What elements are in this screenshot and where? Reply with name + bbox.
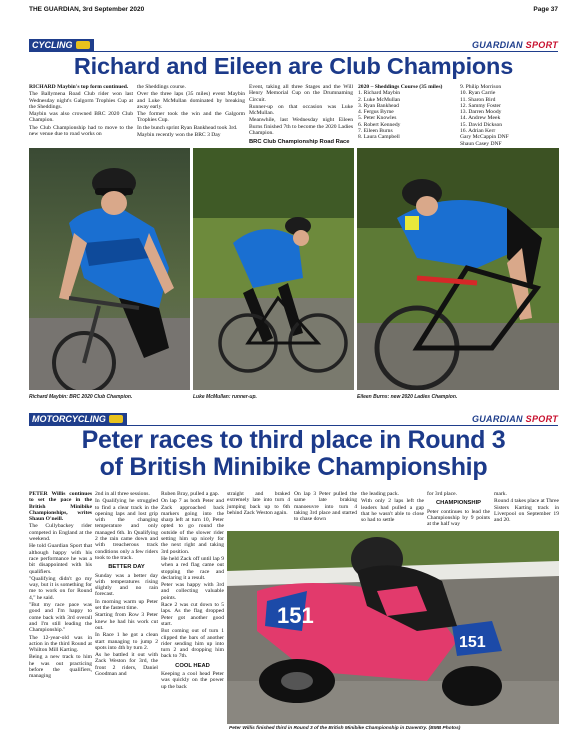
photo-caption: Richard Maybin: BRC 2020 Club Champion. <box>29 394 133 400</box>
photo-luke-mcmullan <box>193 148 354 390</box>
brand-name: GUARDIAN <box>471 413 523 424</box>
article-column-2 <box>95 491 158 678</box>
article-paragraph: On lap 7 as both Peter and Zack approached back markers going into the sharp left at turn 10, Peter opted to go round the outside of the slower rider setting him up nicely for the next right and taking 3rd position. <box>161 498 224 555</box>
article-paragraph: Ruben Bray, pulled a gap. <box>161 491 220 497</box>
results-item: 7. Eileen Burns <box>358 128 393 135</box>
article-lead: PETER Willis continues to set the pace in the British Minibike Championships, writes Shaun O'neill. <box>29 491 92 523</box>
article-paragraph: Maybin was also crowned BRC 2020 Club Champion. <box>29 111 133 124</box>
results-item: 4. Fergus Byrne <box>358 109 394 116</box>
brand-logo <box>472 40 558 50</box>
bike-number-front: 151 <box>277 603 314 628</box>
results-item: 3. Ryan Bankhead <box>358 102 399 109</box>
article-paragraph: The former took the win and the Galgorm Trophies Cup. <box>137 111 245 124</box>
article-column-2 <box>137 84 245 139</box>
photo-caption: Peter Willis finished third in Round 3 of the British Minibike Championship in Daventry. (BMB Photos) <box>229 726 461 731</box>
results-item: Shaun Casey DNF <box>460 140 502 147</box>
photo-peter-willis-minibike <box>227 531 559 724</box>
article-lead: RICHARD Maybin's top form continued. <box>29 84 129 90</box>
page-folio <box>29 4 558 14</box>
article-paragraph: Runner-up on that occasion was Luke McMullan. <box>249 103 353 117</box>
article-paragraph: Sunday was a better day with temperatures rising slightly and no rain forecast. <box>95 572 158 598</box>
results-item: 14. Andrew Meek <box>460 115 501 122</box>
article-paragraph: "But my race pace was good and I'm happy to come back with 3rd overall and I'm still leading the Championship." <box>29 602 92 634</box>
results-item: 2. Luke McMullan <box>358 96 401 103</box>
section-tag-label: MOTORCYCLING <box>32 413 106 424</box>
article-paragraph: As he battled it out with Zack Weston for 3rd, the front 2 riders, Daniel Goodman and <box>95 652 158 678</box>
photo-caption: Eileen Burns: new 2020 Ladies Champion. <box>357 394 458 400</box>
article-paragraph: Being a new track to him he was out practicing before the qualifiers, managing <box>29 654 92 680</box>
article-paragraph: Event, taking all three Stages and the Will Henry Memorial Cup on the Drumnaming Circuit. <box>249 84 353 103</box>
article-paragraph: The Ballymena Road Club rider won last Wednesday night's Galgorm Trophies Cup at the Sheddings. <box>29 91 133 110</box>
article-subheading: BRC Club Championship Road Race <box>249 139 350 146</box>
results-item: 15. David Dickson <box>460 121 503 128</box>
article-paragraph: 2nd in all three sessions. <box>95 491 150 497</box>
brand-sport: SPORT <box>525 413 558 424</box>
article-column-8 <box>494 491 559 524</box>
article-paragraph: mark. <box>494 491 507 497</box>
results-item: 1. Richard Maybin <box>358 90 401 97</box>
article-paragraph: Peter continues to lead the Championship by 9 points at the half way <box>427 508 490 528</box>
article-paragraph: the leading pack. <box>361 491 400 497</box>
section-tag-label: CYCLING <box>32 39 73 50</box>
article-paragraph: Meanwhile, last Wednesday night Eileen Burns finished 7th to become the 2020 Ladies Champion. <box>249 117 353 137</box>
photo-caption: Luke McMullan: runner-up. <box>193 394 257 400</box>
headline-motorcycling <box>29 427 558 481</box>
article-paragraph: "Qualifying didn't go my way, but it is something for me to work on for Round 4," he said. <box>29 575 92 601</box>
article-paragraph: straight and braked extremely late into turn 4 jumping back up to 6th behind Zack Weston again. <box>227 491 290 516</box>
results-item: 6. Robert Kennedy <box>358 121 401 128</box>
article-paragraph: In the bunch sprint Ryan Bankhead took 3rd. <box>137 124 238 131</box>
article-paragraph: He held Zack off until lap 9 when a red flag came out stopping the race and declaring it a result. <box>161 555 224 581</box>
article-column-3 <box>249 84 353 148</box>
results-list-a <box>358 84 458 141</box>
results-item: Gary McCappin DNF <box>460 134 509 141</box>
article-paragraph: the Sheddings course. <box>137 84 186 90</box>
article-subheading: COOL HEAD <box>175 662 210 669</box>
article-paragraph: In morning warm up Peter set the fastest time. <box>95 598 158 612</box>
headline-line: Peter races to third place in Round 3 <box>81 426 506 454</box>
article-paragraph: for 3rd place. <box>427 491 457 497</box>
bike-number-rear: 151 <box>459 634 486 651</box>
section-bar-cycling <box>29 38 558 52</box>
results-heading: 2020 – Sheddings Course (35 miles) <box>358 84 443 90</box>
results-item: 8. Laura Campbell <box>358 134 400 141</box>
article-column-1 <box>29 491 92 681</box>
section-tag-cycling <box>29 39 94 51</box>
article-paragraph: The 12-year-old was in action in the third Round at Whilton Mill Karting. <box>29 634 92 654</box>
brand-logo <box>472 414 558 424</box>
motorbike-icon <box>109 415 123 423</box>
brand-sport: SPORT <box>525 39 558 50</box>
article-paragraph: But coming out of turn 1 clipped the bars of another rider sending him up into turn 2 and dropping him back to 7th. <box>161 628 224 660</box>
results-item: 13. Darren Moody <box>460 109 502 116</box>
section-bar-motorcycling <box>29 412 558 426</box>
folio-left: THE GUARDIAN, 3rd September 2020 <box>29 5 145 13</box>
article-paragraph: On lap 3 Peter pulled the same late braking manoeuvre into turn 4 taking 3rd place and started to chase down <box>294 491 357 523</box>
section-tag-motorcycling <box>29 413 127 425</box>
article-paragraph: The Club Championship had to move to the new venue due to road works on <box>29 124 133 138</box>
brand-name: GUARDIAN <box>471 39 523 50</box>
article-paragraph: Race 2 was cut down to 5 laps. As the flag dropped Peter got another good start. <box>161 602 224 627</box>
article-paragraph: He told Guardian Sport that although happy with his race performance he was a bit disappointed with his qualifiers. <box>29 543 92 575</box>
folio-right: Page 37 <box>533 5 558 13</box>
article-paragraph: In Qualifying he struggled to find a clear track in the opening laps and lost grip with the changing temperature and only managed 6th. In Qualifying 2 the rain came down and with treacherous track conditions only a few riders took to the track. <box>95 498 158 561</box>
bicycle-icon <box>76 41 90 49</box>
results-item: 12. Sammy Foster <box>460 102 501 109</box>
article-column-7 <box>427 491 490 528</box>
article-paragraph: Peter was happy with 3rd and collecting valuable points. <box>161 582 224 601</box>
results-item: 10. Ryan Carrie <box>460 90 496 97</box>
article-paragraph: The Cullybackey rider competed in England at the weekend. <box>29 523 92 543</box>
results-item: 9. Philip Morrison <box>460 84 502 90</box>
article-column-6 <box>361 491 424 524</box>
headline-cycling: Richard and Eileen are Club Champions <box>73 53 514 79</box>
article-subheading: CHAMPIONSHIP <box>435 500 482 507</box>
article-paragraph: With only 2 laps left the leaders had pulled a gap that he wasn't able to close so had to settle <box>361 498 424 524</box>
photo-richard-maybin <box>29 148 190 390</box>
article-column-4 <box>227 491 290 517</box>
article-paragraph: Maybin recently won the BRC 3 Day <box>137 132 221 139</box>
article-paragraph: Over the three laps (35 miles) event Maybin and Luke McMullan dominated by breaking away early. <box>137 91 245 110</box>
article-paragraph: Starting from Row 3 Peter knew he had his work cut out. <box>95 612 158 631</box>
article-paragraph: In Race 1 he got a clean start managing to jump 2 spots into 4th by turn 2. <box>95 632 158 651</box>
article-paragraph: Round 4 takes place at Three Sisters Karting track in Liverpool on September 19 and 20. <box>494 498 559 524</box>
results-item: 5. Peter Knowles <box>358 115 397 122</box>
article-subheading: BETTER DAY <box>108 564 145 571</box>
headline-line: of British Minibike Championship <box>99 453 488 481</box>
article-column-5 <box>294 491 357 523</box>
photo-eileen-burns <box>357 148 559 390</box>
article-column-1 <box>29 84 133 138</box>
results-list-b <box>460 84 560 147</box>
results-item: 11. Sharon Bird <box>460 96 496 103</box>
article-paragraph: Keeping a cool head Peter was quickly on the power up the back <box>161 671 224 690</box>
article-column-3 <box>161 491 224 691</box>
results-item: 16. Adrian Kerr <box>460 128 496 135</box>
